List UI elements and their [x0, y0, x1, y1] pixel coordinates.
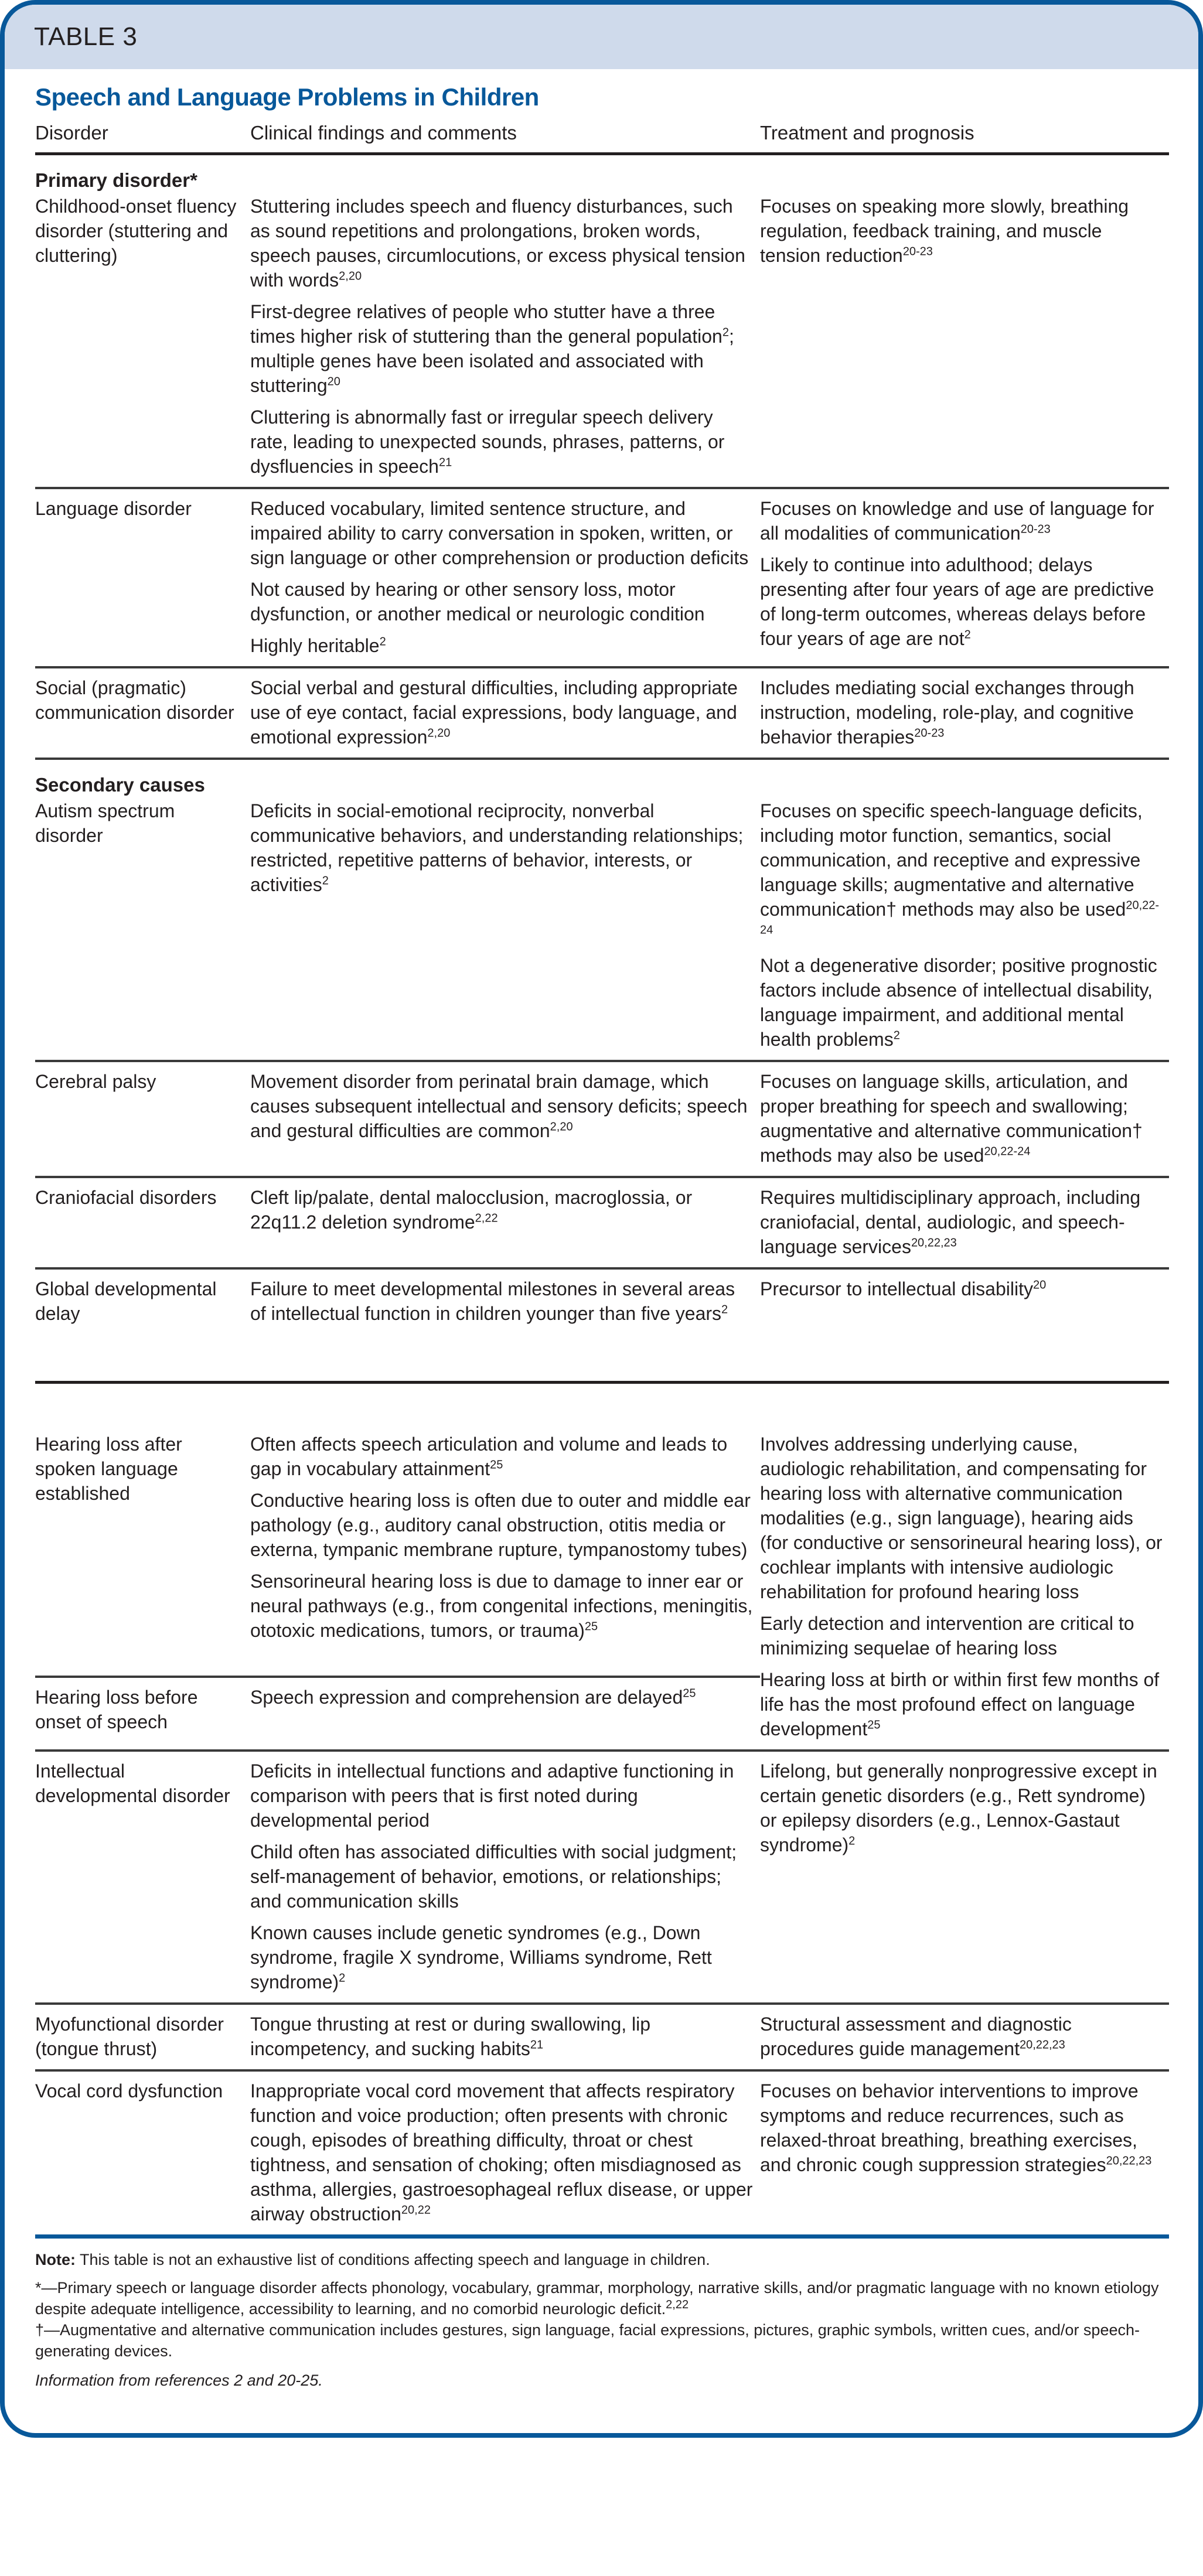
treatment-item: Requires multidisciplinary approach, including craniofacial, dental, audiologic, and speech-language services$^{20,22,23}$ — [760, 1187, 1141, 1257]
treatment-item: Likely to continue into adulthood; delays presenting after four years of age are predictive of long-term outcomes, whereas delays before four years of age are not$^2$ — [760, 554, 1154, 649]
table-row — [35, 2004, 1169, 2070]
treatment-cell — [760, 193, 1169, 488]
table-row — [35, 1425, 1169, 1677]
treatment-item: Involves addressing underlying cause, audiologic rehabilitation, and compensating for hearing loss with alternative communication modalities (e.g., sign language), hearing aids (for conductive or sensorineural hearing loss), or cochlear implants with intensive audiologic rehabilitation for profound hearing loss — [760, 1434, 1163, 1602]
findings-cell — [250, 1061, 760, 1177]
disorder-cell: Vocal cord dysfunction — [35, 2070, 250, 2237]
footnote-asterisk: *—Primary speech or language disorder affects phonology, vocabulary, grammar, morphology, narrative skills, and/or pragmatic language with no known etiology despite adequate intelligence, accessibility to learning, and no comorbid neurologic deficit.$^{2,22}$ — [35, 2279, 1159, 2318]
data-table-part1 — [35, 120, 1169, 1334]
finding-item: Speech expression and comprehension are delayed$^{25}$ — [250, 1686, 696, 1708]
table-title: Speech and Language Problems in Children — [35, 83, 539, 111]
findings-cell — [250, 1268, 760, 1334]
table-row — [35, 193, 1169, 488]
finding-item: Stuttering includes speech and fluency disturbances, such as sound repetitions and prolongations, broken words, speech pauses, circumlocutions, or excess physical tension with words$^{2,20}$ — [250, 196, 745, 291]
finding-item: Deficits in intellectual functions and adaptive functioning in comparison with peers that is first noted during developmental period — [250, 1760, 734, 1831]
finding-item: Cleft lip/palate, dental malocclusion, macroglossia, or 22q11.2 deletion syndrome$^{2,22}$ — [250, 1187, 693, 1233]
data-table-part2 — [35, 1425, 1169, 2239]
footnote-dagger: †—Augmentative and alternative communication includes gestures, sign language, facial expressions, pictures, graphic symbols, written cues, and/or speech-generating devices. — [35, 2321, 1140, 2360]
table-row — [35, 1268, 1169, 1334]
findings-cell — [250, 193, 760, 488]
table-row — [35, 667, 1169, 759]
finding-item: Not caused by hearing or other sensory loss, motor dysfunction, or another medical or neurologic condition — [250, 579, 705, 625]
disorder-cell: Craniofacial disorders — [35, 1177, 250, 1268]
treatment-cell — [760, 2004, 1169, 2070]
disorder-cell: Cerebral palsy — [35, 1061, 250, 1177]
table-row — [35, 2070, 1169, 2237]
table-row — [35, 1751, 1169, 2004]
treatment-cell-shared — [760, 1425, 1169, 1751]
table-panel-bottom — [0, 1381, 1203, 2438]
findings-cell — [250, 2070, 760, 2237]
finding-item: Tongue thrusting at rest or during swallowing, lip incompetency, and sucking habits$^{21}$ — [250, 2014, 651, 2059]
findings-cell — [250, 667, 760, 759]
table-row — [35, 1177, 1169, 1268]
disorder-cell: Myofunctional disorder (tongue thrust) — [35, 2004, 250, 2070]
finding-item: Child often has associated difficulties with social judgment; self-management of behavior, emotions, or relationships; and communication skills — [250, 1841, 737, 1912]
treatment-item: Focuses on speaking more slowly, breathing regulation, feedback training, and muscle tension reduction$^{20-23}$ — [760, 196, 1129, 266]
treatment-item: Structural assessment and diagnostic procedures guide management$^{20,22,23}$ — [760, 2014, 1072, 2059]
header-row — [35, 120, 1169, 154]
treatment-cell — [760, 2070, 1169, 2237]
finding-item: Known causes include genetic syndromes (e.g., Down syndrome, fragile X syndrome, Williams syndrome, Rett syndrome)$^2$ — [250, 1922, 712, 1992]
findings-cell — [250, 797, 760, 1061]
finding-item: Reduced vocabulary, limited sentence structure, and impaired ability to carry conversation in spoken, written, or sign language or other comprehension or production deficits — [250, 498, 749, 568]
treatment-cell — [760, 1061, 1169, 1177]
finding-item: Social verbal and gestural difficulties, including appropriate use of eye contact, facial expressions, body language, and emotional expression$^{2,20}$ — [250, 677, 738, 748]
findings-cell — [250, 1751, 760, 2004]
treatment-item: Includes mediating social exchanges through instruction, modeling, role-play, and cognitive behavior therapies$^{20-23}$ — [760, 677, 1134, 748]
note: Note: This table is not an exhaustive list of conditions affecting speech and language in children. — [35, 2251, 710, 2268]
treatment-item: Focuses on specific speech-language deficits, including motor function, semantics, social communication, and receptive and expressive language skills; augmentative and alternative communication† methods may also be used$^{20,22-24}$ — [760, 800, 1160, 937]
disorder-cell: Hearing loss after spoken language established — [35, 1425, 250, 1677]
findings-cell — [250, 1177, 760, 1268]
treatment-item: Not a degenerative disorder; positive prognostic factors include absence of intellectual disability, language impairment, and additional mental health problems$^2$ — [760, 955, 1157, 1050]
finding-item: Cluttering is abnormally fast or irregular speech delivery rate, leading to unexpected sounds, phrases, patterns, or dysfluencies in speech$^{21}$ — [250, 407, 725, 477]
findings-cell — [250, 1425, 760, 1677]
group-header-secondary — [35, 759, 1169, 797]
finding-item: Sensorineural hearing loss is due to damage to inner ear or neural pathways (e.g., from congenital infections, meningitis, ototoxic medications, tumors, or trauma)$^{25}$ — [250, 1571, 753, 1641]
findings-cell — [250, 488, 760, 667]
finding-item: First-degree relatives of people who stutter have a three times higher risk of stuttering than the general population$^2$; multiple genes have been isolated and associated with stuttering$^{20}$ — [250, 301, 734, 396]
disorder-cell: Intellectual developmental disorder — [35, 1751, 250, 2004]
treatment-cell — [760, 1751, 1169, 2004]
treatment-cell — [760, 1177, 1169, 1268]
table-notes — [35, 2239, 1169, 2433]
column-header-disorder: Disorder — [35, 120, 250, 154]
column-header-treatment: Treatment and prognosis — [760, 120, 1169, 154]
treatment-item: Hearing loss at birth or within first few months of life has the most profound effect on language development$^{25}$ — [760, 1669, 1160, 1739]
treatment-item: Focuses on language skills, articulation, and proper breathing for speech and swallowing; augmentative and alternative communication† methods may also be used$^{20,22-24}$ — [760, 1071, 1143, 1166]
group-label: Secondary causes — [35, 774, 205, 796]
column-header-findings: Clinical findings and comments — [250, 120, 760, 154]
treatment-cell — [760, 488, 1169, 667]
treatment-item: Early detection and intervention are critical to minimizing sequelae of hearing loss — [760, 1613, 1134, 1659]
group-label: Primary disorder* — [35, 169, 197, 191]
findings-cell — [250, 1677, 760, 1751]
treatment-item: Focuses on knowledge and use of language for all modalities of communication$^{20-23}$ — [760, 498, 1154, 544]
findings-cell — [250, 2004, 760, 2070]
disorder-cell: Social (pragmatic) communication disorder — [35, 667, 250, 759]
table-row — [35, 797, 1169, 1061]
finding-item: Highly heritable$^2$ — [250, 635, 386, 656]
disorder-cell: Hearing loss before onset of speech — [35, 1677, 250, 1751]
treatment-item: Lifelong, but generally nonprogressive except in certain genetic disorders (e.g., Rett syndrome) or epilepsy disorders (e.g., Lennox-Gastaut syndrome)$^2$ — [760, 1760, 1157, 1855]
table-label: TABLE 3 — [34, 22, 138, 51]
finding-item: Deficits in social-emotional reciprocity, nonverbal communicative behaviors, and understanding relationships; restricted, repetitive patterns of behavior, interests, or activities$^2$ — [250, 800, 744, 895]
finding-item: Often affects speech articulation and volume and leads to gap in vocabulary attainment$^{25}$ — [250, 1434, 728, 1479]
finding-item: Movement disorder from perinatal brain damage, which causes subsequent intellectual and sensory deficits; speech and gestural difficulties are common$^{2,20}$ — [250, 1071, 748, 1141]
treatment-item: Focuses on behavior interventions to improve symptoms and reduce recurrences, such as relaxed-throat breathing, breathing exercises, and chronic cough suppression strategies$^{20,22,23}$ — [760, 2080, 1152, 2175]
table-row — [35, 488, 1169, 667]
table-label-bar — [5, 5, 1198, 69]
treatment-cell — [760, 667, 1169, 759]
disorder-cell: Language disorder — [35, 488, 250, 667]
treatment-cell — [760, 797, 1169, 1061]
disorder-cell: Global developmental delay — [35, 1278, 217, 1324]
finding-item: Inappropriate vocal cord movement that affects respiratory function and voice production; often presents with chronic cough, episodes of breathing difficulty, throat or chest tightness, and sensation of choking; often misdiagnosed as asthma, allergies, gastroesophageal reflux disease, or upper airway obstruction$^{20,22}$ — [250, 2080, 753, 2224]
finding-item: Failure to meet developmental milestones in several areas of intellectual function in children younger than five years$^2$ — [250, 1278, 735, 1324]
source-citation: Information from references 2 and 20-25. — [35, 2372, 323, 2389]
disorder-cell: Childhood-onset fluency disorder (stuttering and cluttering) — [35, 193, 250, 488]
treatment-cell — [760, 1268, 1169, 1334]
finding-item: Conductive hearing loss is often due to outer and middle ear pathology (e.g., auditory canal obstruction, otitis media or externa, tympanic membrane rupture, tympanostomy tubes) — [250, 1490, 751, 1560]
treatment-item: Precursor to intellectual disability$^{20}$ — [760, 1278, 1047, 1299]
disorder-cell: Autism spectrum disorder — [35, 797, 250, 1061]
table-row — [35, 1061, 1169, 1177]
group-header-primary — [35, 154, 1169, 193]
